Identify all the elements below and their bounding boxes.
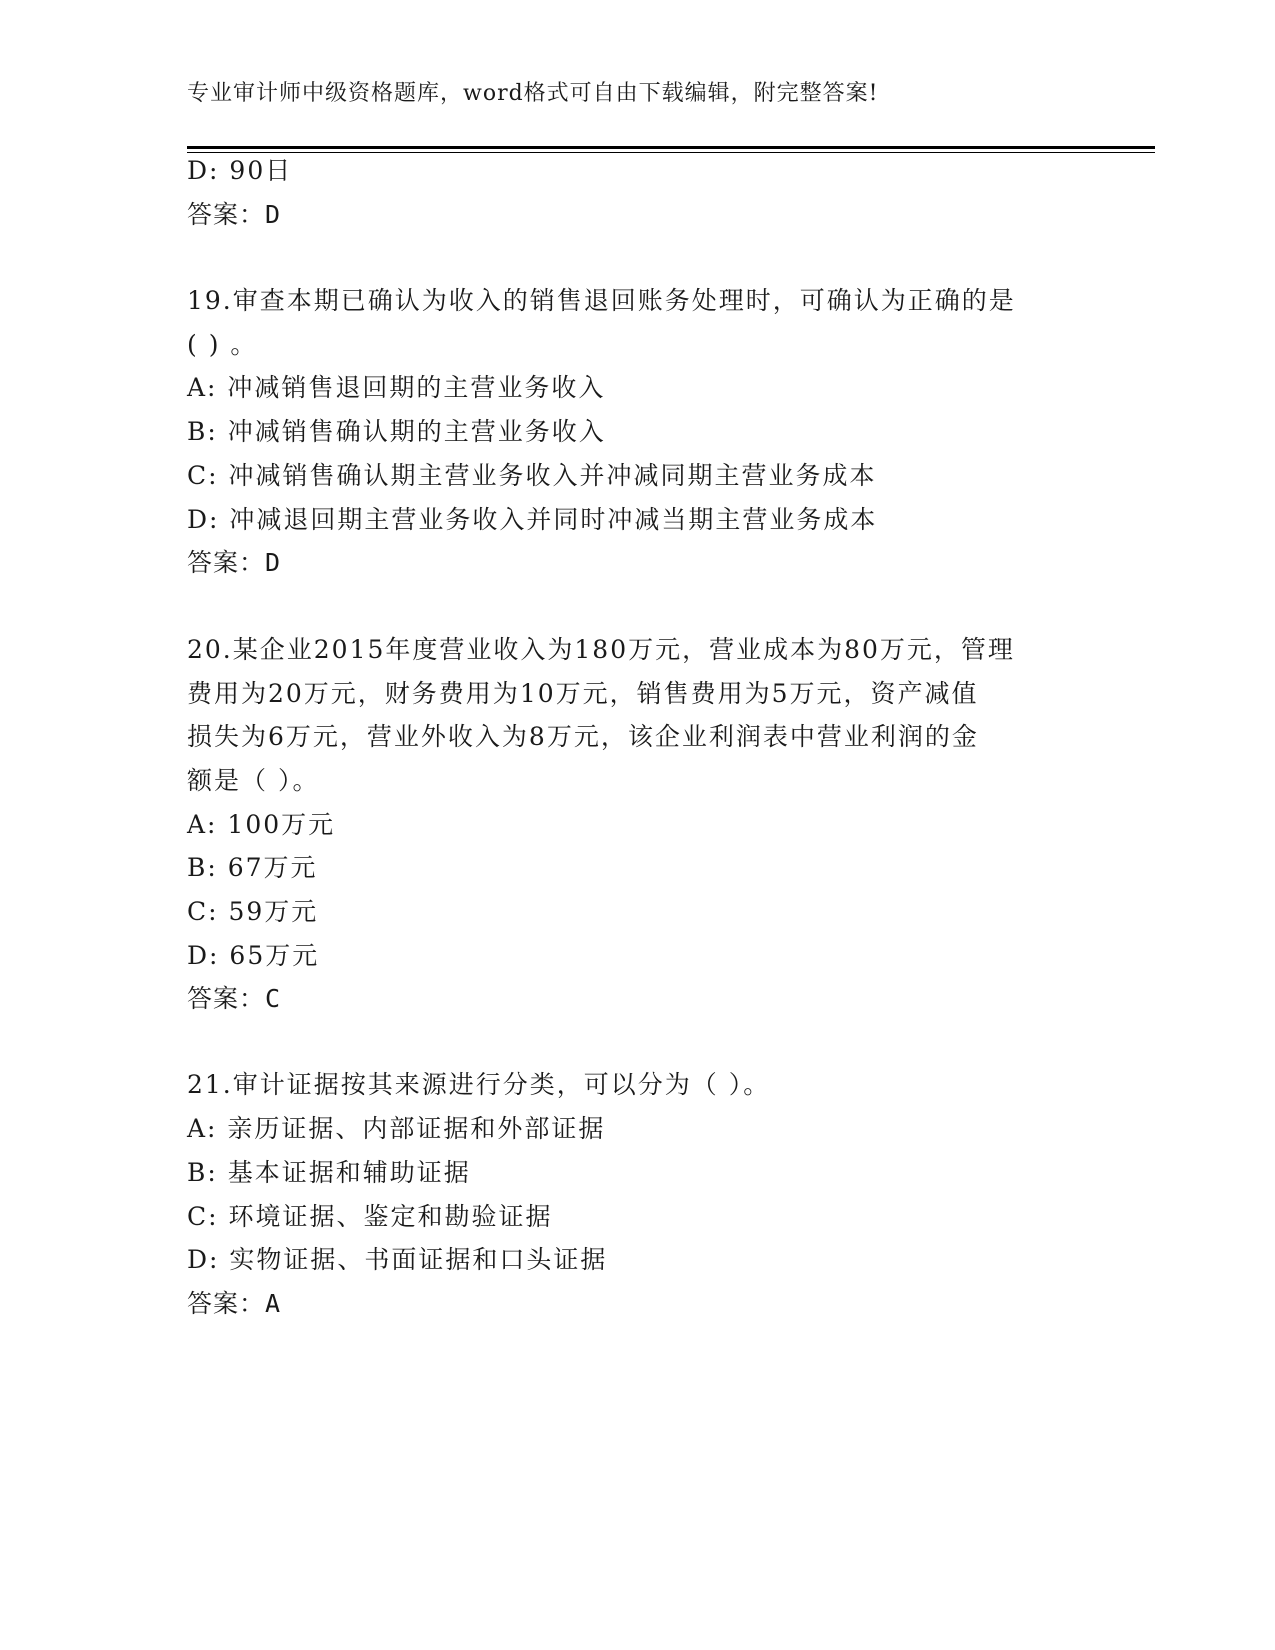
q19-option-b: B: 冲减销售确认期的主营业务收入 <box>187 417 606 446</box>
answer-value: A <box>265 1289 282 1318</box>
q21-option-b: B: 基本证据和辅助证据 <box>187 1158 471 1187</box>
q19-stem-line1: 19.审查本期已确认为收入的销售退回账务处理时，可确认为正确的是 <box>187 286 1016 315</box>
q19-option-d: D: 冲减退回期主营业务收入并同时冲减当期主营业务成本 <box>187 505 878 534</box>
q20-stem-line2: 费用为20万元，财务费用为10万元，销售费用为5万元，资产减值 <box>187 679 979 708</box>
answer-label: 答案： <box>187 200 266 229</box>
answer-label: 答案： <box>187 1289 266 1318</box>
q20-answer <box>187 984 281 1014</box>
q20-stem-line3: 损失为6万元，营业外收入为8万元，该企业利润表中营业利润的金 <box>187 722 979 751</box>
prev-answer <box>187 200 281 230</box>
header-rule-thin <box>187 152 1155 153</box>
answer-value: D <box>265 200 282 229</box>
answer-label: 答案： <box>187 984 266 1013</box>
q21-option-d: D: 实物证据、书面证据和口头证据 <box>187 1245 608 1274</box>
q19-answer <box>187 548 281 578</box>
answer-value: D <box>265 548 282 577</box>
q20-option-a: A: 100万元 <box>187 810 336 839</box>
q19-stem-line2: ( ) 。 <box>187 330 258 359</box>
q20-option-c: C: 59万元 <box>187 897 319 926</box>
q20-option-b: B: 67万元 <box>187 853 318 882</box>
q20-option-d: D: 65万元 <box>187 941 320 970</box>
answer-value: C <box>265 984 282 1013</box>
q21-answer <box>187 1289 281 1319</box>
answer-label: 答案： <box>187 548 266 577</box>
q20-stem-line4: 额是（ ）。 <box>187 766 320 795</box>
q21-stem-line1: 21.审计证据按其来源进行分类，可以分为（ ）。 <box>187 1070 771 1099</box>
page-header: 专业审计师中级资格题库，word格式可自由下载编辑，附完整答案! <box>187 81 879 106</box>
q21-option-c: C: 环境证据、鉴定和勘验证据 <box>187 1202 553 1231</box>
prev-option-d: D: 90日 <box>187 156 293 185</box>
q19-option-a: A: 冲减销售退回期的主营业务收入 <box>187 373 606 402</box>
q21-option-a: A: 亲历证据、内部证据和外部证据 <box>187 1114 606 1143</box>
q20-stem-line1: 20.某企业2015年度营业收入为180万元，营业成本为80万元，管理 <box>187 635 1015 664</box>
q19-option-c: C: 冲减销售确认期主营业务收入并冲减同期主营业务成本 <box>187 461 877 490</box>
header-rule-thick <box>187 146 1155 149</box>
